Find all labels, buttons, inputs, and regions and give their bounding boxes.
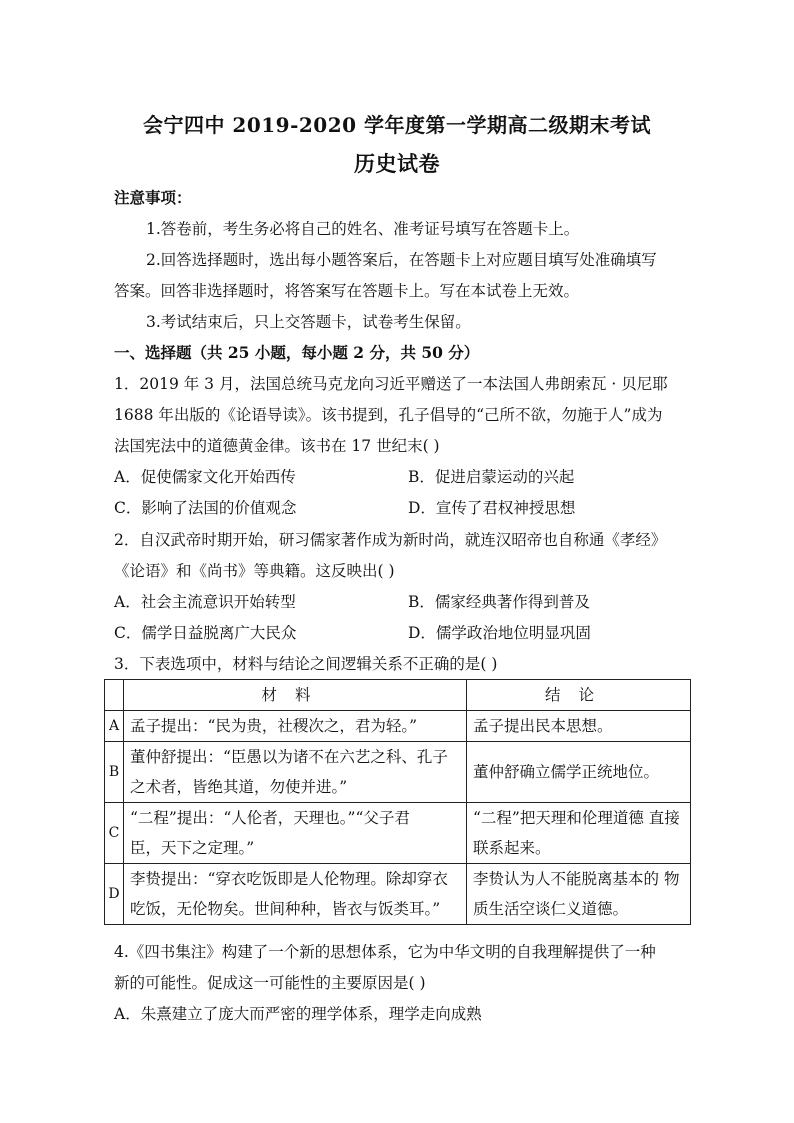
material-line: 吃饭，无伦物矣。世间种种，皆衣与饭类耳。” bbox=[130, 900, 441, 918]
conclusion-line: 物质生活空谈仁义道德。 bbox=[473, 870, 680, 918]
q2-option-c: C．儒学日益脱离广大民众 bbox=[114, 624, 297, 642]
table-row bbox=[105, 803, 691, 864]
q2-option-d: D．儒学政治地位明显巩固 bbox=[408, 624, 591, 642]
table-header-row bbox=[105, 680, 691, 711]
row-label: B bbox=[105, 742, 124, 803]
conclusion-line: 孟子提出民本思想。 bbox=[473, 717, 613, 735]
table-row bbox=[105, 711, 691, 742]
row-conclusion bbox=[467, 803, 691, 864]
table-row bbox=[105, 742, 691, 803]
notes-heading: 注意事项： bbox=[114, 188, 192, 207]
material-line: “二程”提出：“人伦者，天理也。”“父子君 bbox=[130, 809, 410, 827]
q2-stem-line: 《论语》和《尚书》等典籍。这反映出( ) bbox=[114, 562, 395, 580]
conclusion-line: 直接联系起来。 bbox=[473, 809, 680, 857]
material-line: 孟子提出：“民为贵，社稷次之，君为轻。” bbox=[130, 717, 418, 735]
material-line: 之术者，皆绝其道，勿使并进。” bbox=[130, 778, 348, 796]
conclusion-line: 李贽认为人不能脱离基本的 bbox=[473, 870, 660, 888]
note-item: 答案。回答非选择题时，将答案写在答题卡上。写在本试卷上无效。 bbox=[114, 282, 580, 300]
q4-stem-line: 4.《四书集注》构建了一个新的思想体系，它为中华文明的自我理解提供了一种 bbox=[114, 943, 656, 961]
material-line: 董仲舒提出：“臣愚以为诸不在六艺之科、孔子 bbox=[130, 748, 448, 766]
material-line: 李贽提出：“穿衣吃饭即是人伦物理。除却穿衣 bbox=[130, 870, 448, 888]
row-material bbox=[124, 711, 467, 742]
q4-option-a: A．朱熹建立了庞大而严密的理学体系，理学走向成熟 bbox=[114, 1005, 482, 1023]
conclusion-line: “二程”把天理和伦理道德 bbox=[473, 809, 644, 827]
note-item: 2.回答选择题时，选出每小题答案后，在答题卡上对应题目填写处准确填写 bbox=[146, 251, 657, 269]
q3-stem: 3．下表选项中，材料与结论之间逻辑关系不正确的是( ) bbox=[114, 655, 498, 673]
exam-title: 会宁四中 2019-2020 学年度第一学期高二级期末考试 bbox=[142, 113, 652, 137]
q2-option-a: A．社会主流意识开始转型 bbox=[114, 593, 296, 611]
row-conclusion bbox=[467, 711, 691, 742]
q1-option-a: A．促使儒家文化开始西传 bbox=[114, 468, 296, 486]
row-material bbox=[124, 803, 467, 864]
table-header-label bbox=[105, 680, 124, 711]
row-material bbox=[124, 864, 467, 925]
row-label: D bbox=[105, 864, 124, 925]
row-label: C bbox=[105, 803, 124, 864]
table-row bbox=[105, 864, 691, 925]
q1-option-b: B．促进启蒙运动的兴起 bbox=[408, 468, 575, 486]
conclusion-line: 董仲舒确立儒学正统地位。 bbox=[473, 763, 660, 781]
section-title: 一、选择题（共 25 小题，每小题 2 分，共 50 分） bbox=[114, 343, 480, 362]
row-conclusion bbox=[467, 742, 691, 803]
q1-option-c: C．影响了法国的价值观念 bbox=[114, 499, 297, 517]
q1-option-d: D．宣传了君权神授思想 bbox=[408, 499, 576, 517]
exam-subtitle: 历史试卷 bbox=[354, 151, 440, 176]
q2-stem-line: 2．自汉武帝时期开始，研习儒家著作成为新时尚，就连汉昭帝也自称通《孝经》 bbox=[114, 531, 667, 549]
q3-table bbox=[104, 679, 691, 925]
note-item: 3.考试结束后，只上交答题卡，试卷考生保留。 bbox=[146, 313, 471, 331]
table-header-conclusion: 结论 bbox=[467, 680, 691, 711]
q2-option-b: B．儒家经典著作得到普及 bbox=[408, 593, 590, 611]
q1-stem-line: 1688 年出版的《论语导读》。该书提到，孔子倡导的“己所不欲，勿施于人”成为 bbox=[114, 406, 663, 424]
note-item: 1.答卷前，考生务必将自己的姓名、准考证号填写在答题卡上。 bbox=[146, 220, 580, 238]
row-conclusion bbox=[467, 864, 691, 925]
row-label: A bbox=[105, 711, 124, 742]
q4-stem-line: 新的可能性。促成这一可能性的主要原因是( ) bbox=[114, 974, 426, 992]
q1-stem-line: 法国宪法中的道德黄金律。该书在 17 世纪末( ) bbox=[114, 437, 440, 455]
row-material bbox=[124, 742, 467, 803]
material-line: 臣，天下之定理。” bbox=[130, 839, 255, 857]
table-header-material: 材料 bbox=[124, 680, 467, 711]
q1-stem-line: 1．2019 年 3 月，法国总统马克龙向习近平赠送了一本法国人弗朗索瓦 · 贝尼耶 bbox=[114, 375, 668, 393]
